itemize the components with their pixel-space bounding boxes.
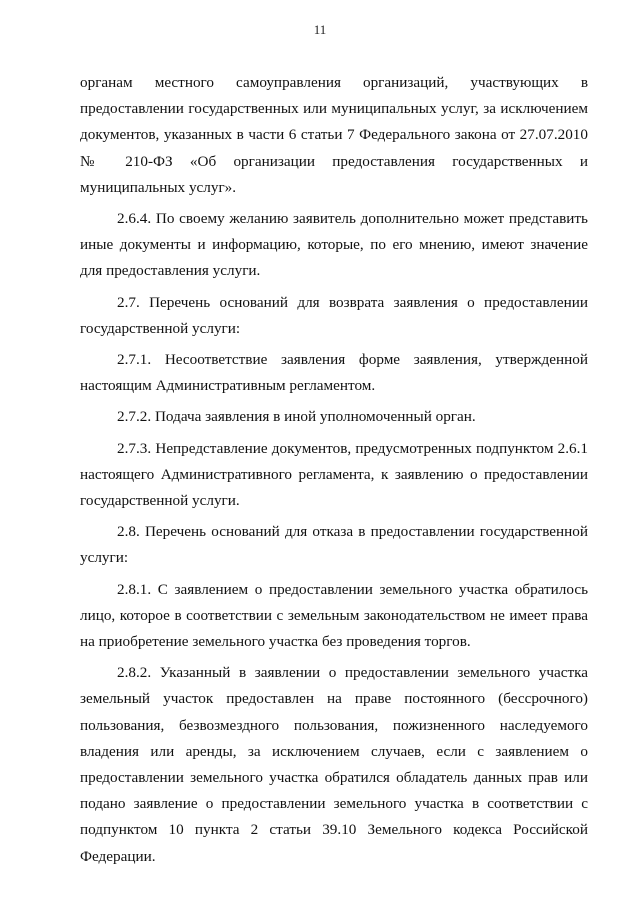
paragraph-2-8: 2.8. Перечень оснований для отказа в предоставлении государственной услуги: — [80, 523, 588, 567]
paragraph-continuation: органам местного самоуправления организаций, участвующих в предоставлении государственных или муниципальных услуг, за исключением документов, указанных в части 6 статьи 7 Федерального закона от 27.07.2010 № 210-ФЗ «Об организации предоставления государственных и муниципальных услуг». — [80, 74, 588, 196]
paragraph-2-8-2: 2.8.2. Указанный в заявлении о предоставлении земельного участка земельный участок предоставлен на праве постоянного (бессрочного) пользования, безвозмездного пользования, пожизненного наследуемого владения или аренды, за исключением случаев, если с заявлением о предоставлении земельного участка обратился обладатель данных прав или подано заявление о предоставлении земельного участка в соответствии с подпунктом 10 пункта 2 статьи 39.10 Земельного кодекса Российской Федерации. — [80, 664, 588, 865]
paragraph-2-7-1: 2.7.1. Несоответствие заявления форме заявления, утвержденной настоящим Административным регламентом. — [80, 351, 588, 395]
paragraph-2-7-3: 2.7.3. Непредставление документов, предусмотренных подпунктом 2.6.1 настоящего Административного регламента, к заявлению о предоставлении государственной услуги. — [80, 439, 588, 510]
document-body — [80, 70, 588, 875]
paragraph-2-7-2: 2.7.2. Подача заявления в иной уполномоченный орган. — [117, 408, 476, 426]
paragraph-2-6-4: 2.6.4. По своему желанию заявитель дополнительно может представить иные документы и информацию, которые, по его мнению, имеют значение для предоставления услуги. — [80, 210, 588, 280]
page-number: 11 — [313, 22, 327, 37]
paragraph-2-7: 2.7. Перечень оснований для возврата заявления о предоставлении государственной услуги: — [80, 293, 588, 337]
paragraph-2-8-1: 2.8.1. С заявлением о предоставлении земельного участка обратилось лицо, которое в соответствии с земельным законодательством не имеет права на приобретение земельного участка без проведения торгов. — [80, 580, 588, 651]
